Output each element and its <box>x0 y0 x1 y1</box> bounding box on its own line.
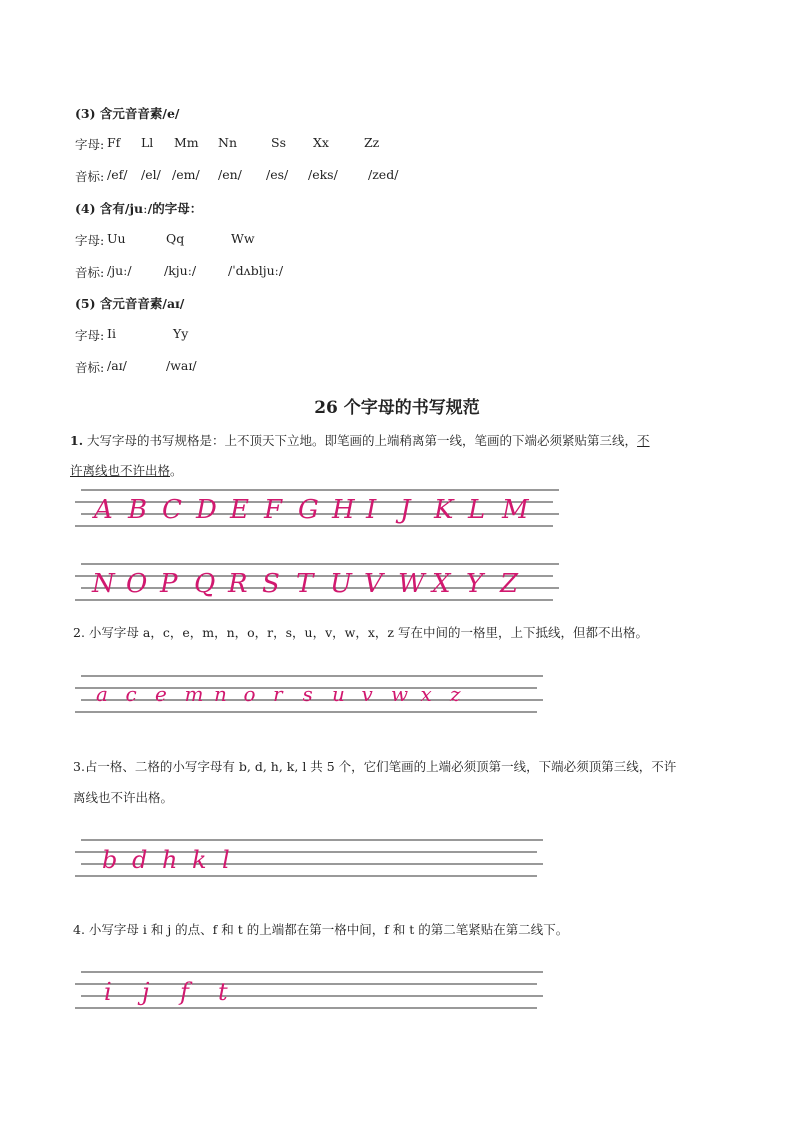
handwritten-letter: E <box>230 495 249 525</box>
handwritten-letter: P <box>160 569 178 599</box>
letter-pair: Qq <box>166 231 185 246</box>
letter-pair: Uu <box>107 231 126 246</box>
handwritten-letter: T <box>296 569 314 599</box>
handwritten-letter: W <box>398 569 425 599</box>
handwritten-letter: t <box>218 978 228 1006</box>
handwritten-letter: w <box>391 682 409 706</box>
letter-pair: Zz <box>364 135 380 150</box>
handwritten-letter: A <box>94 495 113 525</box>
handwritten-letter: D <box>196 495 217 525</box>
ruling-lowercase-tall <box>0 838 794 882</box>
section-4-phonetics-label: 音标: <box>75 265 105 280</box>
letter-pair: Ff <box>107 135 121 150</box>
handwritten-letter: C <box>162 495 182 525</box>
section-3-letters-label: 字母: <box>75 137 105 152</box>
handwritten-letter: s <box>302 682 313 706</box>
rule-1-end: 。 <box>170 463 183 478</box>
handwritten-letter: b <box>102 846 118 874</box>
letter-pair: Ww <box>231 231 255 246</box>
rule-1-underlined-a: 不 <box>637 433 650 448</box>
handwritten-letter: u <box>332 682 345 706</box>
handwritten-letter: G <box>298 495 319 525</box>
rule-3-line2: 离线也不许出格。 <box>73 790 174 805</box>
section-5-phonetics-label: 音标: <box>75 360 105 375</box>
rule-1-number: 1. <box>70 433 84 448</box>
handwritten-letter: N <box>92 569 115 599</box>
handwritten-letter: z <box>450 682 461 706</box>
handwritten-letter: O <box>126 569 148 599</box>
handwritten-letter: M <box>502 495 529 525</box>
section-5-heading: (5) 含元音音素/aɪ/ <box>75 296 185 311</box>
ruling-uppercase-a-m <box>0 488 794 532</box>
handwritten-letter: X <box>432 569 451 599</box>
letter-pair: Yy <box>173 326 189 341</box>
phonetic: /eks/ <box>308 167 338 182</box>
phonetic: /em/ <box>172 167 200 182</box>
handwritten-letter: f <box>180 978 189 1006</box>
handwritten-letter: e <box>155 682 167 706</box>
ruling-uppercase-n-z <box>0 562 794 606</box>
rule-1-text-line2 <box>70 461 183 479</box>
ruling-lowercase-ijft <box>0 970 794 1014</box>
letter-pair: Ss <box>271 135 286 150</box>
section-3-phonetics-label: 音标: <box>75 169 105 184</box>
handwritten-letter: K <box>434 495 454 525</box>
letter-pair: Ll <box>141 135 154 150</box>
letter-pair: Xx <box>313 135 329 150</box>
handwritten-letter: I <box>366 495 377 525</box>
handwritten-letter: Y <box>466 569 484 599</box>
phonetic: /juː/ <box>107 263 132 278</box>
handwritten-letter: h <box>162 846 178 874</box>
handwritten-letter: B <box>128 495 148 525</box>
handwritten-letter: j <box>142 978 150 1006</box>
handwritten-letter: i <box>104 978 112 1006</box>
phonetic: /en/ <box>218 167 242 182</box>
phonetic: /ˈdʌbljuː/ <box>228 263 284 278</box>
handwritten-letter: o <box>243 682 256 706</box>
phonetic: /aɪ/ <box>107 358 127 373</box>
section-4-heading: (4) 含有/juː/的字母： <box>75 201 203 216</box>
phonetic: /ef/ <box>107 167 128 182</box>
handwritten-letter: k <box>192 846 207 874</box>
section-3-heading: (3) 含元音音素/e/ <box>75 106 180 121</box>
handwritten-letter: x <box>420 682 432 706</box>
handwritten-letter: v <box>361 682 373 706</box>
phonetic: /waɪ/ <box>166 358 197 373</box>
handwritten-letter: S <box>262 569 280 599</box>
rule-1-text <box>70 431 650 449</box>
handwritten-letter: J <box>400 495 411 525</box>
handwritten-letter: l <box>222 846 230 874</box>
handwritten-letter: R <box>228 569 248 599</box>
phonetic: /zed/ <box>368 167 399 182</box>
rule-2-text: 2. 小写字母 a，c，e，m，n，o，r，s，u，v，w，x，z 写在中间的一格里，上下抵线，但都不出格。 <box>73 625 648 640</box>
handwritten-letter: a <box>96 682 108 706</box>
ruling-lowercase-middle <box>0 674 794 718</box>
phonetic: /es/ <box>266 167 289 182</box>
handwritten-letter: Q <box>194 569 216 599</box>
letter-pair: Nn <box>218 135 237 150</box>
handwritten-letter: L <box>468 495 486 525</box>
rule-1-underlined-b: 许离线也不许出格 <box>70 463 171 478</box>
handwritten-letter: m <box>184 682 204 706</box>
handwritten-letter: U <box>330 569 352 599</box>
section-4-letters-label: 字母: <box>75 233 105 248</box>
handwritten-letter: d <box>132 846 148 874</box>
handwritten-letter: F <box>264 495 283 525</box>
handwritten-letter: n <box>214 682 227 706</box>
rule-3-line1: 3.占一格、二格的小写字母有 b, d, h, k, l 共 5 个，它们笔画的上端必须顶第一线，下端必须顶第三线，不许 <box>73 759 677 774</box>
handwritten-letter: r <box>273 682 283 706</box>
letter-pair: Ii <box>107 326 116 341</box>
letter-pair: Mm <box>174 135 199 150</box>
rule-4-text: 4. 小写字母 i 和 j 的点、f 和 t 的上端都在第一格中间，f 和 t 的第二笔紧贴在第二线下。 <box>73 922 569 937</box>
phonetic: /el/ <box>141 167 161 182</box>
handwritten-letter: c <box>125 682 137 706</box>
phonetic: /kjuː/ <box>164 263 197 278</box>
section-5-letters-label: 字母: <box>75 328 105 343</box>
page-title: 26 个字母的书写规范 <box>314 398 480 418</box>
rule-1-line1: 大写字母的书写规格是：上不顶天下立地。即笔画的上端稍离第一线，笔画的下端必须紧贴第三线， <box>83 433 638 448</box>
handwritten-letter: V <box>364 569 383 599</box>
handwritten-letter: H <box>332 495 355 525</box>
handwritten-letter: Z <box>500 569 519 599</box>
